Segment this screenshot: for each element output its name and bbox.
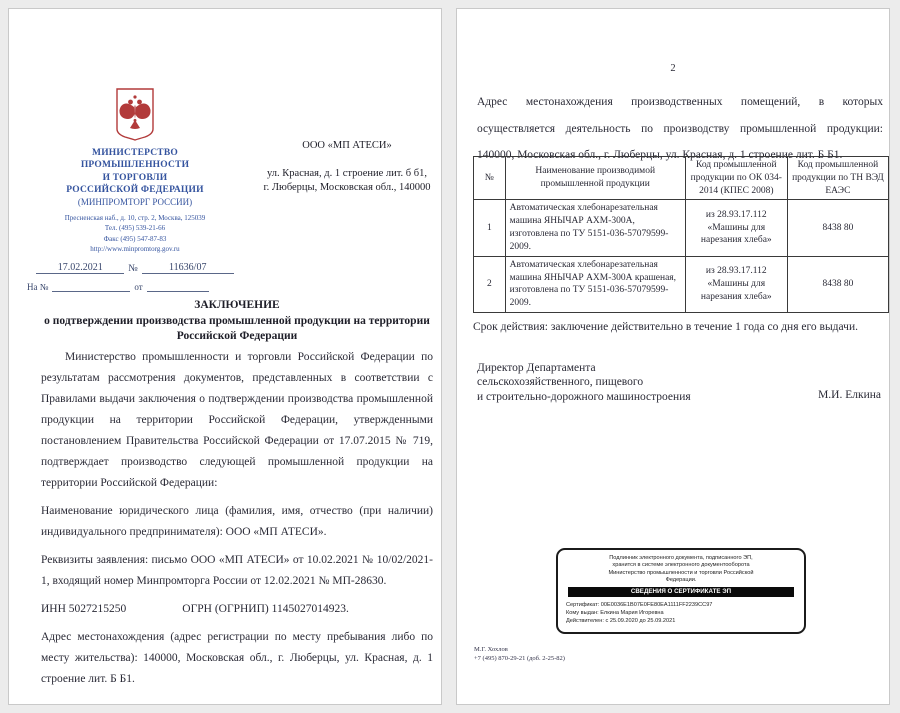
ogrn-value: ОГРН (ОГРНИП) 1145027014923. [182,603,349,615]
stamp-cert-number: Сертификат: 00E0036E1B07E0FE80EA1111FF2239CC97 [566,602,713,609]
stamp-certificate-details [566,601,796,625]
ref-number-blank [52,291,130,292]
page-2 [456,8,890,705]
row-ok-code: из 28.93.17.112 «Машины для нарезания хлеба» [685,200,787,256]
ministry-fax: Факс (495) 547-87-83 [103,234,167,243]
ministry-phone: Тел. (495) 539-21-66 [104,224,166,233]
ministry-name: МИНИСТЕРСТВО ПРОМЫШЛЕННОСТИ И ТОРГОВЛИ РОССИЙСКОЙ ФЕДЕРАЦИИ [66,148,204,196]
ref-ot-label: от [134,281,143,292]
recipient-address-line2: г. Люберцы, Московская обл., 140000 [263,182,431,194]
table-header-row [474,157,889,200]
director-title: Директор Департамента сельскохозяйственного, пищевого и строительно-дорожного машиностроения [477,362,691,403]
document-title: ЗАКЛЮЧЕНИЕ о подтверждении производства промышленной продукции на территории Российской Федерации [44,299,430,343]
paragraph-application: Реквизиты заявления: письмо ООО «МП АТЕСИ» от 10.02.2021 № 10/02/2021-1, входящий номер Минпромторга России от 12.02.2021 № МП-28630. [41,554,433,587]
stamp-header: Подлинник электронного документа, подписанного ЭП, хранится в системе электронного документооборота Министерство промышленности и торговли Российской Федерации. [608,555,754,583]
header-product-name: Наименование производимой промышленной продукции [505,157,685,200]
table-row [474,256,889,312]
russia-coat-of-arms-icon [114,87,156,141]
row-product-name: Автоматическая хлебонарезательная машина ЯНЫЧАР АХМ-300А, изготовлена по ТУ 5151-036-57079599-2009. [505,200,685,256]
doc-number: 11636/07 [142,262,234,274]
page-1 [8,8,442,705]
row-num: 2 [474,256,506,312]
doc-date: 17.02.2021 [36,262,124,274]
date-number-row [19,262,251,274]
ministry-address: Пресненская наб., д. 10, стр. 2, Москва, 125039 [64,213,206,222]
recipient-block [251,139,443,196]
stamp-issued-to: Кому выдан: Елкина Мария Игоревна [566,610,664,617]
header-tnved-code: Код промышленной продукции по ТН ВЭД ЕАЭС [787,157,888,200]
stamp-certificate-bar: СВЕДЕНИЯ О СЕРТИФИКАТЕ ЭП [568,587,794,597]
stamp-valid-dates: Действителен: с 25.09.2020 до 25.09.2021 [566,618,676,625]
electronic-signature-stamp [556,548,806,634]
number-sign: № [128,262,138,274]
header-ok-code: Код промышленной продукции по ОК 034-2014 (КПЕС 2008) [685,157,787,200]
document-body [41,347,433,697]
page-number: 2 [670,63,676,74]
row-num: 1 [474,200,506,256]
reference-row [19,282,251,292]
paragraph-production-address: Адрес местонахождения производственных помещений, в которых осуществляется деятельность по производству промышленной продукции: 140000, Московская обл., г. Люберцы, ул. Красная, д. 1 строение лит. Б Б1. [477,96,883,161]
inn-ogrn-row [41,599,433,620]
executor-phone: +7 (495) 870-29-21 (доб. 2-25-82) [474,655,565,663]
paragraph-legal-entity: Наименование юридического лица (фамилия, имя, отчество (при наличии) индивидуального предпринимателя): ООО «МП АТЕСИ». [41,505,433,538]
ministry-website: http://www.minpromtorg.gov.ru [90,245,180,254]
director-name: М.И. Елкина [818,389,881,401]
ministry-contacts [19,213,251,255]
header-num: № [474,157,506,200]
ref-date-blank [147,291,209,292]
executor-footer [474,645,565,663]
row-product-name: Автоматическая хлебонарезательная машина ЯНЫЧАР АХМ-300А крашеная, изготовлена по ТУ 5151-036-57079599-2009. [505,256,685,312]
paragraph-preamble: Министерство промышленности и торговли Российской Федерации по результатам рассмотрения документов, представленных в соответствии с Правилами выдачи заключения о подтверждении производства промышленной продукции на территории Российской Федерации, утвержденными постановлением Правительства Российской Федерации от 17.07.2015 № 719, подтверждает производство следующей промышленной продукции на территории Российской Федерации: [41,351,433,489]
recipient-address-line1: ул. Красная, д. 1 строение лит. б б1, [267,168,427,180]
products-table [473,156,889,313]
executor-name: М.Г. Хохлов [474,646,508,653]
letterhead [19,87,251,292]
row-tnved-code: 8438 80 [787,200,888,256]
inn-value: ИНН 5027215250 [41,603,127,615]
row-tnved-code: 8438 80 [787,256,888,312]
table-row [474,200,889,256]
paragraph-location: Адрес местонахождения (адрес регистрации по месту пребывания либо по месту жительства): 140000, Московская обл., г. Люберцы, ул. Красная, д. 1 строение лит. Б Б1. [41,631,433,685]
recipient-org: ООО «МП АТЕСИ» [302,140,392,151]
ref-label: На № [27,281,49,292]
row-ok-code: из 28.93.17.112 «Машины для нарезания хлеба» [685,256,787,312]
validity-statement: Срок действия: заключение действительно в течение 1 года со дня его выдачи. [473,321,858,333]
ministry-short-name: (МИНПРОМТОРГ РОССИИ) [77,197,193,208]
